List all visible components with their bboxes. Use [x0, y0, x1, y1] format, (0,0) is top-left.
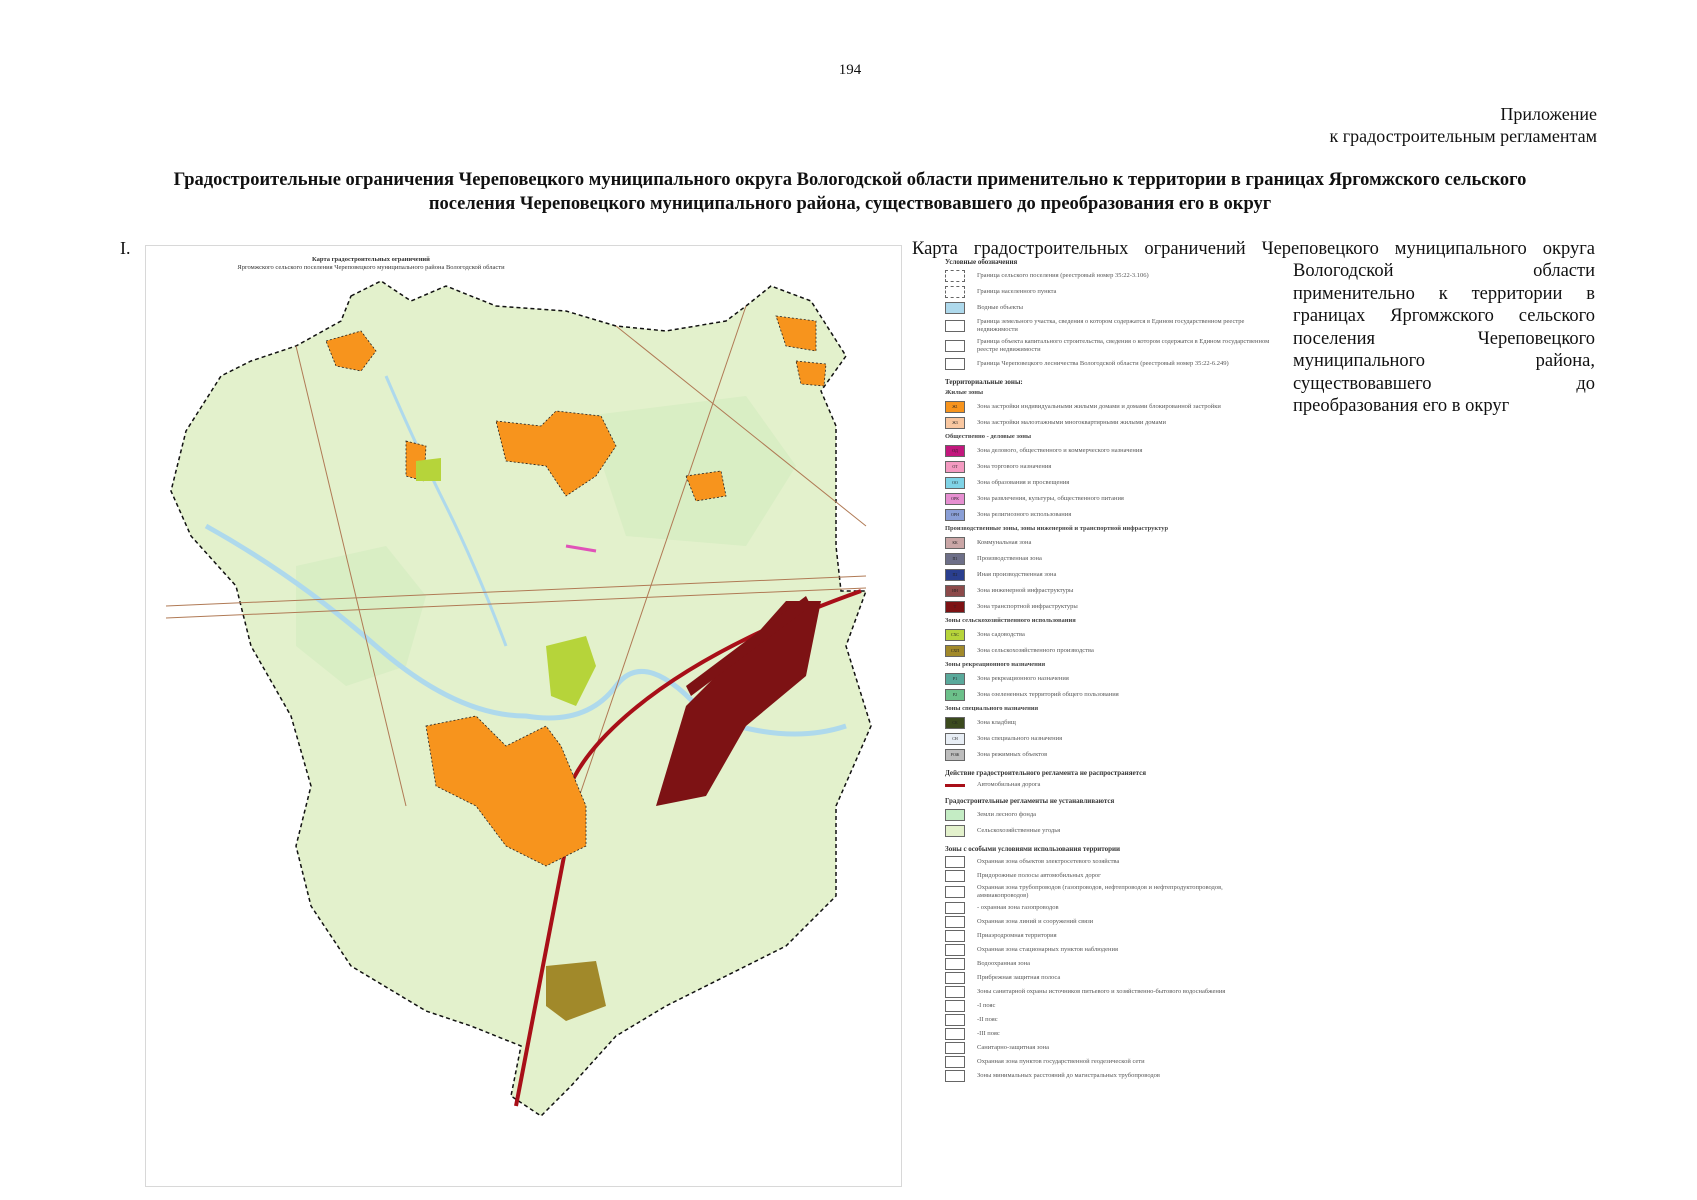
map-caption-line: границах Яргомжского сельского: [1293, 306, 1595, 326]
legend-row-boundary: [945, 286, 1275, 298]
special-zone-swatch-icon: [945, 1028, 965, 1040]
legend-special-zones: [945, 856, 1275, 1082]
legend-row-boundary: [945, 318, 1275, 334]
map-caption-line: применительно к территории в: [1293, 283, 1595, 304]
map-caption-line: муниципального района,: [1293, 351, 1595, 371]
boundary-swatch-icon: [945, 270, 965, 282]
legend-row-zone: [945, 509, 1275, 521]
legend-special-header: Зоны с особыми условиями использования территории: [945, 845, 1121, 853]
legend-row-special: [945, 1042, 1275, 1054]
forest-swatch-icon: [945, 809, 965, 821]
legend-row-boundary: [945, 302, 1275, 314]
map-caption-line: поселения Череповецкого: [1293, 328, 1595, 349]
legend-row-zone: [945, 749, 1275, 761]
special-zone-swatch-icon: [945, 902, 965, 914]
special-zone-swatch-icon: [945, 944, 965, 956]
appendix-line-2: к градостроительным регламентам: [1329, 126, 1597, 146]
legend-row-zone: [945, 477, 1275, 489]
zone-swatch-icon: ОО: [945, 477, 965, 489]
boundary-swatch-icon: [945, 358, 965, 370]
legend-label: Земли лесного фонда: [977, 811, 1037, 818]
legend-row-zone: [945, 601, 1275, 613]
legend-boundaries: [945, 270, 1275, 370]
legend-label: Зона инженерной инфраструктуры: [977, 587, 1074, 594]
map-inner-title-line-2: Яргомжского сельского поселения Череповецкого муниципального района Вологодской области: [237, 264, 505, 271]
legend-row-special: [945, 930, 1275, 942]
legend-row-zone: [945, 569, 1275, 581]
legend-label: Зона транспортной инфраструктуры: [977, 603, 1078, 610]
map-caption-line: преобразования его в округ: [1293, 396, 1510, 416]
map-frame: [145, 245, 902, 1187]
legend-label: Зона рекреационного назначения: [977, 675, 1069, 682]
legend-label: Водные объекты: [977, 304, 1023, 311]
map-legend: [945, 258, 1275, 1084]
appendix-note: [1329, 103, 1597, 147]
special-zone-swatch-icon: [945, 930, 965, 942]
zone-swatch-icon: Р1: [945, 673, 965, 685]
legend-group-name: Зоны рекреационного назначения: [945, 661, 1046, 668]
legend-label: Зоны минимальных расстояний до магистральных трубопроводов: [977, 1072, 1161, 1079]
legend-row-zone: [945, 629, 1275, 641]
legend-label: Зона образования и просвещения: [977, 479, 1070, 486]
legend-row-special: [945, 916, 1275, 928]
legend-row-special: [945, 884, 1275, 900]
legend-label: Зона сельскохозяйственного производства: [977, 647, 1094, 654]
legend-label: Зоны санитарной охраны источников питьевого и хозяйственно-бытового водоснабжения: [977, 988, 1226, 995]
zone-swatch-icon: ОРН: [945, 509, 965, 521]
special-zone-swatch-icon: [945, 972, 965, 984]
legend-row-special: [945, 1000, 1275, 1012]
legend-row-forest: [945, 809, 1275, 821]
special-zone-swatch-icon: [945, 1070, 965, 1082]
legend-row-special: [945, 1028, 1275, 1040]
legend-label: -II пояс: [977, 1016, 998, 1023]
legend-row-road: [945, 781, 1275, 789]
gardening-zone: [416, 458, 441, 481]
zone-swatch-icon: РОЖ: [945, 749, 965, 761]
zone-swatch-icon: Р2: [945, 689, 965, 701]
legend-row-boundary: [945, 358, 1275, 370]
legend-label: Охранная зона линий и сооружений связи: [977, 918, 1094, 925]
zone-swatch-icon: СХС: [945, 629, 965, 641]
legend-label: Охранная зона стационарных пунктов наблюдения: [977, 946, 1118, 953]
zone-swatch-icon: ИН: [945, 585, 965, 597]
legend-road-label: Автомобильная дорога: [977, 781, 1041, 788]
special-zone-swatch-icon: [945, 870, 965, 882]
legend-label: Прибрежная защитная полоса: [977, 974, 1061, 981]
legend-row-special: [945, 944, 1275, 956]
legend-label: Граница сельского поселения (реестровый номер 35:22-3.106): [977, 272, 1149, 279]
document-title-line-2: поселения Череповецкого муниципального района, существовавшего до преобразования его в округ: [428, 194, 1272, 214]
special-zone-swatch-icon: [945, 958, 965, 970]
legend-label: Придорожные полосы автомобильных дорог: [977, 872, 1101, 879]
zone-swatch-icon: СН: [945, 733, 965, 745]
legend-row-special: [945, 870, 1275, 882]
legend-row-zone: [945, 401, 1275, 413]
legend-label: Охранная зона объектов электросетевого хозяйства: [977, 858, 1120, 865]
legend-label: Граница объекта капитального строительства, сведения о котором содержатся в Едином государственном реестре недвижимости: [977, 338, 1270, 353]
legend-label: Иная производственная зона: [977, 571, 1057, 578]
legend-label: Зона религиозного использования: [977, 511, 1072, 518]
legend-row-zone: [945, 585, 1275, 597]
legend-label: - охранная зона газопроводов: [977, 904, 1059, 911]
legend-label: Зона развлечения, культуры, общественного питания: [977, 495, 1124, 502]
zone-swatch-icon: П1: [945, 553, 965, 565]
legend-row-zone: [945, 461, 1275, 473]
boundary-swatch-icon: [945, 320, 965, 332]
map-caption-line: Вологодской области: [1293, 261, 1595, 281]
zone-swatch-icon: ОРК: [945, 493, 965, 505]
legend-row-special: [945, 902, 1275, 914]
zone-swatch-icon: СХП: [945, 645, 965, 657]
legend-row-zone: [945, 445, 1275, 457]
legend-label: Санитарно-защитная зона: [977, 1044, 1050, 1051]
legend-row-zone: [945, 689, 1275, 701]
page-number: 194: [838, 62, 862, 78]
legend-row-zone: [945, 417, 1275, 429]
legend-label: Зона специального назначения: [977, 735, 1063, 742]
special-zone-swatch-icon: [945, 916, 965, 928]
special-zone-swatch-icon: [945, 1000, 965, 1012]
zone-swatch-icon: ОД: [945, 445, 965, 457]
legend-label: Граница Череповецкого лесничества Вологодской области (реестровый номер 35:22-6.249): [977, 360, 1229, 367]
legend-row-special: [945, 856, 1275, 868]
legend-row-special: [945, 1014, 1275, 1026]
legend-row-zone: [945, 537, 1275, 549]
residential-zone: [796, 361, 826, 386]
legend-label: Зона режимных объектов: [977, 751, 1048, 758]
document-title: [120, 168, 1580, 216]
legend-not-established-header: Градостроительные регламенты не устанавливаются: [945, 797, 1115, 805]
zone-swatch-icon: Т: [945, 601, 965, 613]
section-number: I.: [120, 238, 131, 258]
legend-label: Граница земельного участка, сведения о котором содержатся в Едином государственном реестре недвижимости: [977, 318, 1245, 333]
legend-label: Зона кладбищ: [977, 719, 1016, 726]
legend-row-zone: [945, 673, 1275, 685]
legend-row-zone: [945, 553, 1275, 565]
special-zone-swatch-icon: [945, 886, 965, 898]
legend-label: Водоохранная зона: [977, 960, 1031, 967]
zone-swatch-icon: КК: [945, 537, 965, 549]
special-zone-swatch-icon: [945, 856, 965, 868]
special-zone-swatch-icon: [945, 1042, 965, 1054]
legend-zones-header: Территориальные зоны:: [945, 378, 1023, 386]
legend-zone-groups: [945, 389, 1275, 761]
legend-row-zone: [945, 733, 1275, 745]
legend-label: Сельскохозяйственные угодья: [977, 827, 1061, 834]
boundary-swatch-icon: [945, 302, 965, 314]
legend-label: Зона садоводства: [977, 631, 1025, 638]
legend-label: Зона застройки индивидуальными жилыми домами и домами блокированной застройки: [977, 403, 1221, 410]
road-line-icon: [945, 784, 965, 787]
legend-group-name: Зоны специального назначения: [945, 705, 1039, 712]
map-caption-line-1: Карта градостроительных ограничений Череповецкого муниципального округа: [912, 239, 1595, 259]
map-inner-title-line-1: Карта градостроительных ограничений: [312, 256, 430, 263]
legend-label: -I пояс: [977, 1002, 996, 1009]
legend-label: Зона озелененных территорий общего пользования: [977, 691, 1119, 698]
legend-title: Условные обозначения: [945, 258, 1018, 266]
agri-land-swatch-icon: [945, 825, 965, 837]
legend-label: Зона торгового назначения: [977, 463, 1052, 470]
legend-reg-not-apply-header: Действие градостроительного регламента не распространяется: [945, 769, 1147, 777]
zone-swatch-icon: СК: [945, 717, 965, 729]
legend-row-zone: [945, 717, 1275, 729]
legend-row-boundary: [945, 338, 1275, 354]
document-title-line-1: Градостроительные ограничения Череповецкого муниципального округа Вологодской области применительно к территории в границах Яргомжского сельского: [173, 170, 1527, 190]
zone-swatch-icon: П2: [945, 569, 965, 581]
boundary-swatch-icon: [945, 286, 965, 298]
legend-group-name: Общественно - деловые зоны: [945, 433, 1032, 440]
legend-row-agri-land: [945, 825, 1275, 837]
legend-label: Охранная зона пунктов государственной геодезической сети: [977, 1058, 1145, 1065]
appendix-line-1: Приложение: [1500, 104, 1597, 124]
map-caption-line: существовавшего до: [1293, 373, 1595, 394]
special-zone-swatch-icon: [945, 1014, 965, 1026]
legend-group-name: Жилые зоны: [945, 389, 984, 396]
special-zone-swatch-icon: [945, 986, 965, 998]
legend-label: Приаэродромная территория: [977, 932, 1057, 939]
legend-label: Производственная зона: [977, 555, 1042, 562]
legend-row-boundary: [945, 270, 1275, 282]
legend-group-name: Производственные зоны, зоны инженерной и транспортной инфраструктур: [945, 525, 1169, 532]
legend-row-special: [945, 1070, 1275, 1082]
zone-swatch-icon: Ж1: [945, 401, 965, 413]
zone-swatch-icon: ОТ: [945, 461, 965, 473]
zone-swatch-icon: Ж3: [945, 417, 965, 429]
special-zone-swatch-icon: [945, 1056, 965, 1068]
legend-label: Граница населенного пункта: [977, 288, 1057, 295]
map-caption: [1293, 260, 1595, 418]
legend-label: Охранная зона трубопроводов (газопроводов, нефтепроводов и нефтепродуктопроводов, аммиакопроводов): [977, 884, 1223, 899]
legend-row-special: [945, 972, 1275, 984]
legend-label: -III пояс: [977, 1030, 1000, 1037]
legend-row-special: [945, 1056, 1275, 1068]
legend-row-special: [945, 958, 1275, 970]
legend-label: Зона застройки малоэтажными многоквартирными жилыми домами: [977, 419, 1166, 426]
boundary-swatch-icon: [945, 340, 965, 352]
legend-row-special: [945, 986, 1275, 998]
legend-group-name: Зоны сельскохозяйственного использования: [945, 617, 1076, 624]
legend-row-zone: [945, 493, 1275, 505]
legend-row-zone: [945, 645, 1275, 657]
territory-map: [146, 246, 901, 1186]
legend-label: Зона делового, общественного и коммерческого назначения: [977, 447, 1143, 454]
legend-label: Коммунальная зона: [977, 539, 1032, 546]
